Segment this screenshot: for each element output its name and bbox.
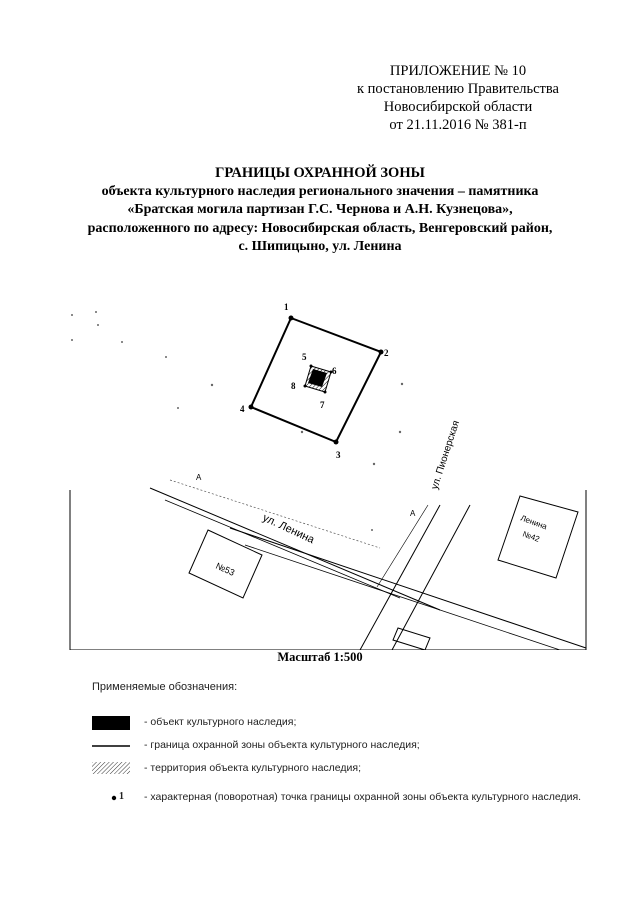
point-label-2: 2 (384, 348, 389, 358)
map-svg (0, 290, 640, 650)
boundary-point-7 (324, 391, 327, 394)
title-main: ГРАНИЦЫ ОХРАННОЙ ЗОНЫ (215, 165, 425, 181)
mark-a-right: А (410, 509, 416, 518)
title-line-5: с. Шипицыно, ул. Ленина (238, 239, 402, 254)
mark-a-left: А (196, 473, 202, 482)
lenina-street-edge-1 (150, 488, 440, 610)
legend-text-object: - объект культурного наследия; (144, 716, 297, 728)
document-title (70, 164, 570, 257)
building-42-number-label: №42 (521, 529, 541, 544)
boundary-point-1 (289, 316, 294, 321)
legend-symbol-boundary (92, 739, 132, 753)
point-label-4: 4 (240, 404, 245, 414)
title-line-3: «Братская могила партизан Г.С. Чернова и А.Н. Кузнецова», (127, 202, 513, 217)
point-label-1: 1 (284, 302, 289, 312)
site-plan-map (0, 290, 640, 650)
pionerskaya-street-center (377, 505, 428, 587)
lenina-street-edge-3 (230, 528, 586, 648)
survey-marks (71, 311, 403, 531)
lenina-street-fence (170, 480, 380, 548)
appendix-number: ПРИЛОЖЕНИЕ № 10 (389, 63, 527, 79)
legend-text-boundary: - граница охранной зоны объекта культурного наследия; (144, 739, 420, 751)
legend-symbol-territory (92, 762, 132, 776)
survey-mark (71, 314, 73, 316)
title-line-2: объекта культурного наследия регионального значения – памятника (101, 183, 539, 199)
lower-building-fragment (393, 628, 430, 650)
legend-symbol-object (92, 716, 132, 730)
survey-mark (373, 463, 375, 465)
appendix-date: от 21.11.2016 № 381-п (389, 117, 527, 133)
street-label-pionerskaya: ул. Пионерская (429, 419, 463, 491)
survey-mark (301, 431, 303, 433)
survey-mark (97, 324, 99, 326)
survey-mark (371, 529, 373, 531)
appendix-decree: к постановлению Правительства (357, 81, 559, 97)
building-53-label: №53 (214, 560, 237, 578)
point-label-7: 7 (320, 400, 325, 410)
survey-mark (121, 341, 123, 343)
legend-point-number: 1 (119, 791, 124, 802)
survey-mark (399, 431, 401, 433)
boundary-point-5 (310, 365, 313, 368)
legend-symbol-point (92, 791, 132, 805)
legend-title: Применяемые обозначения: (92, 681, 238, 693)
building-42-street-label: Ленина (519, 513, 549, 532)
survey-mark (211, 384, 213, 386)
boundary-point-2 (379, 350, 384, 355)
point-label-8: 8 (291, 381, 296, 391)
survey-mark (401, 383, 403, 385)
pionerskaya-street-edge-2 (392, 505, 470, 650)
survey-mark (95, 311, 97, 313)
survey-mark (165, 356, 167, 358)
lenina-street-edge-2 (165, 500, 400, 598)
map-scale: Масштаб 1:500 (277, 650, 363, 664)
title-line-4: расположенного по адресу: Новосибирская область, Венгеровский район, (87, 220, 553, 236)
point-label-6: 6 (332, 366, 337, 376)
lenina-street-edge-4 (245, 545, 560, 650)
boundary-point-4 (249, 405, 254, 410)
street-label-lenina: ул. Ленина (260, 511, 317, 547)
point-label-3: 3 (336, 450, 341, 460)
legend-text-territory: - территория объекта культурного наследия; (144, 762, 362, 774)
appendix-region: Новосибирской области (383, 99, 533, 115)
boundary-point-8 (304, 385, 307, 388)
boundary-point-3 (334, 440, 339, 445)
legend-text-point: - характерная (поворотная) точка границы охранной зоны объекта культурного наследия. (144, 791, 582, 803)
point-label-5: 5 (302, 352, 307, 362)
survey-mark (71, 339, 73, 341)
survey-mark (177, 407, 179, 409)
appendix-header (338, 62, 578, 134)
